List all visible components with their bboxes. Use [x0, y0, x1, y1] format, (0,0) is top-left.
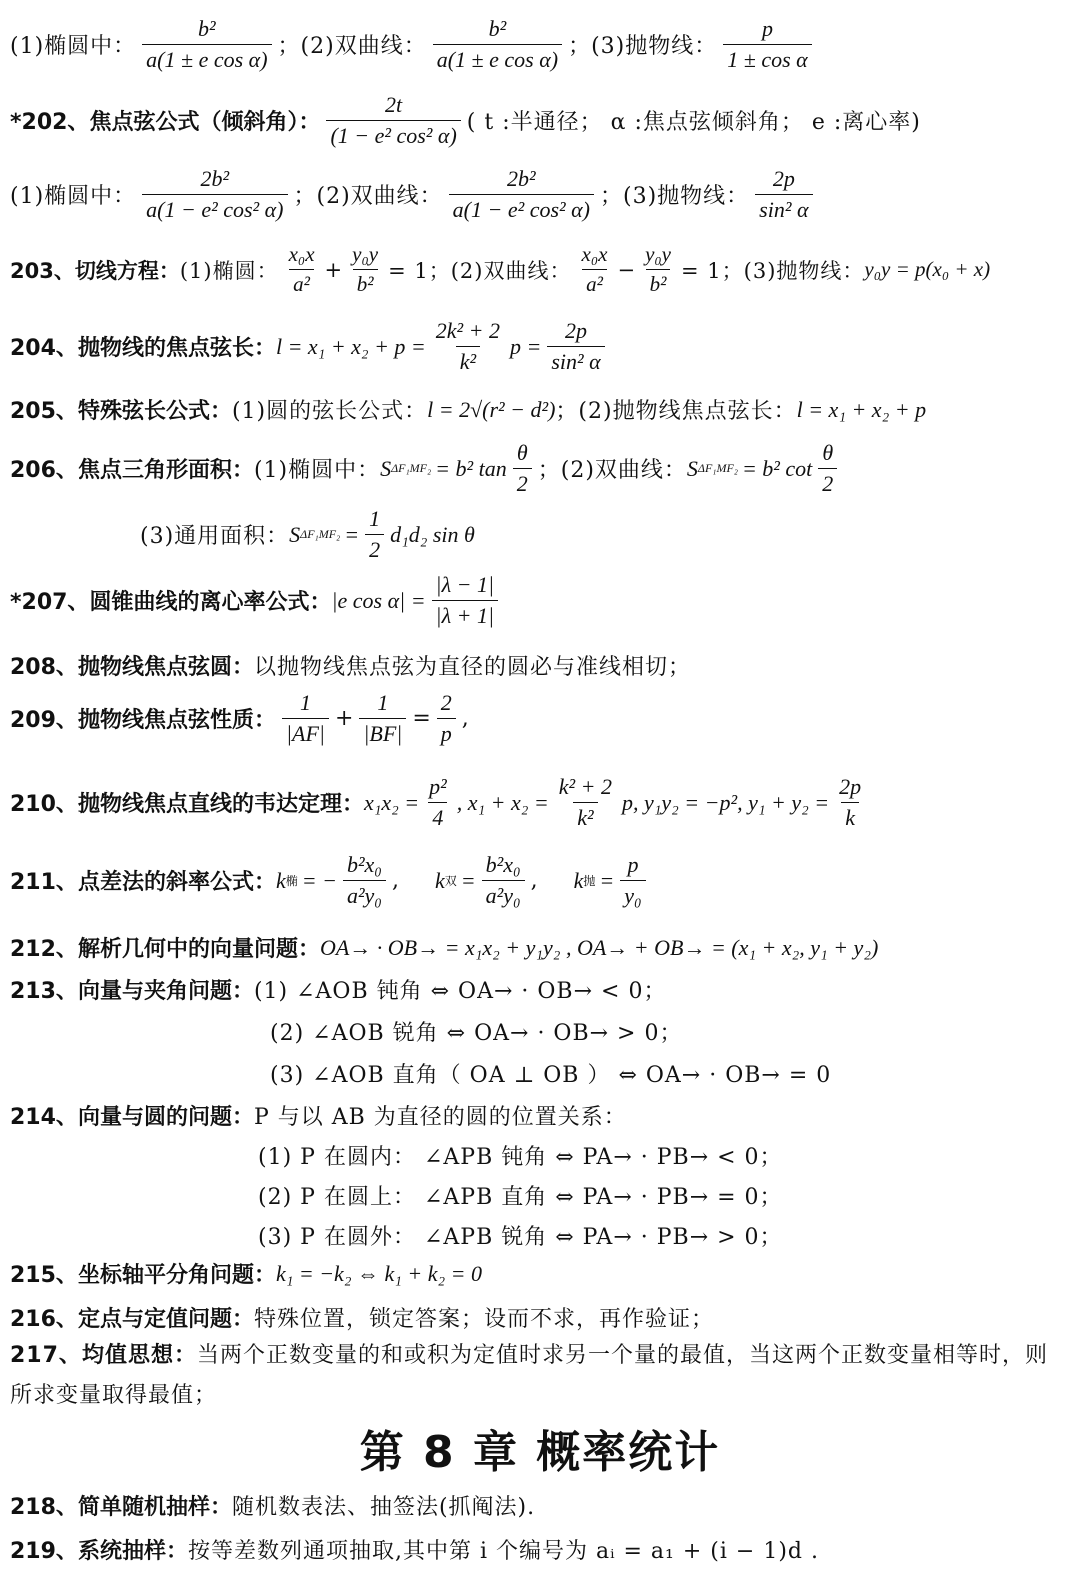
- item-heading: 抛物线焦点弦性质：: [77, 708, 276, 733]
- item-number: 217、: [10, 1343, 82, 1368]
- formula: = b² tan: [435, 455, 507, 481]
- item-number: 205、: [10, 399, 78, 424]
- item-217: [10, 1336, 1070, 1416]
- numerator: 2p: [839, 774, 862, 799]
- item-218: [10, 1490, 1074, 1521]
- fraction: [482, 852, 525, 909]
- case-acute: (2) ∠AOB 锐角 ⇔ OA→ · OB→ > 0；: [270, 1021, 683, 1046]
- item-215: [10, 1258, 1074, 1289]
- label-ellipse: (1)椭圆中：: [10, 34, 137, 59]
- item-text: 按等差数列通项抽取,其中第 i 个编号为 aᵢ = a₁ + (i − 1)d .: [187, 1539, 819, 1564]
- fraction-parabola: [755, 166, 812, 223]
- formula: y₀y = p(x₀ + x): [864, 257, 991, 281]
- punctuation: ,: [530, 868, 538, 893]
- item-heading: 特殊弦长公式：: [77, 399, 232, 424]
- item-heading: 简单随机抽样：: [77, 1495, 232, 1520]
- numerator: 2k² + 2: [435, 318, 500, 343]
- label: ；(2)抛物线焦点弦长：: [555, 399, 797, 424]
- item-number: 211、: [10, 870, 78, 895]
- label-general: (3)通用面积：: [140, 524, 290, 549]
- numerator: y₀y: [645, 242, 672, 266]
- denominator: a(1 − e² cos² α): [449, 194, 594, 223]
- item-208: [10, 650, 1074, 681]
- numerator: y₀y: [352, 242, 379, 266]
- label-parabola: ；(3)抛物线：: [600, 184, 750, 209]
- item-212: [10, 932, 1074, 963]
- item-heading: 解析几何中的向量问题：: [77, 937, 320, 962]
- label-parabola: ；(3)抛物线：: [568, 34, 718, 59]
- item-text: 当两个正数变量的和或积为定值时求另一个量的最值，当这两个正数变量相等时，则所求变量取得最值；: [10, 1343, 1048, 1408]
- item-203: [10, 242, 1074, 297]
- numerator: 2p: [565, 318, 588, 343]
- case-obtuse: (1) ∠AOB 钝角 ⇔ OA→ · OB→ < 0；: [253, 979, 667, 1004]
- item-heading: 均值思想：: [81, 1343, 197, 1368]
- case-inside: (1) P 在圆内： ∠APB 钝角 ⇔ PA→ · PB→ < 0；: [258, 1145, 783, 1170]
- item-text: 以抛物线焦点弦为直径的圆必与准线相切；: [253, 655, 691, 680]
- denominator: a²: [289, 269, 314, 297]
- formula: d₁d₂ sin θ: [390, 521, 475, 547]
- item-heading: 抛物线焦点直线的韦达定理：: [77, 792, 364, 817]
- numerator: x₀x: [581, 242, 608, 266]
- fraction: [285, 242, 319, 297]
- denominator: p: [437, 718, 456, 747]
- item-number: 212、: [10, 937, 78, 962]
- numerator: θ: [516, 440, 528, 465]
- slope-symbol: k: [275, 867, 286, 893]
- note: ( t :半通径； α :焦点弦倾斜角； e :离心率): [466, 110, 921, 135]
- label-hyperbola: ；(2)双曲线：: [537, 458, 687, 483]
- numerator: 1: [299, 690, 311, 715]
- punctuation: ,: [461, 706, 469, 731]
- item-number: 213、: [10, 979, 78, 1004]
- numerator: 1: [369, 506, 381, 531]
- formula: l = 2√(r² − d²): [427, 396, 556, 422]
- label-ellipse: (1)椭圆：: [179, 258, 279, 283]
- fraction: [620, 852, 645, 909]
- formula: =: [460, 867, 476, 893]
- item-heading: 坐标轴平分角问题：: [77, 1263, 276, 1288]
- item-202: [10, 92, 1074, 149]
- item-heading: 切线方程：: [74, 258, 180, 283]
- item-number: 203、: [10, 258, 75, 283]
- denominator: |AF|: [282, 718, 329, 747]
- item-number: 206、: [10, 458, 78, 483]
- item-number: 204、: [10, 336, 78, 361]
- fraction-hyperbola: [449, 166, 594, 223]
- item-213: [10, 974, 1074, 1005]
- denominator: sin² α: [547, 346, 604, 375]
- label-hyperbola: = 1；(2)双曲线：: [388, 258, 572, 283]
- formula: =: [599, 867, 615, 893]
- formula: l = x₁ + x₂ + p =: [275, 333, 426, 359]
- fraction: [425, 774, 451, 831]
- fraction: [835, 774, 865, 831]
- formula: = −: [301, 867, 337, 893]
- item-206-general-area: [140, 506, 1074, 563]
- item-214-case-3: [258, 1220, 1074, 1251]
- item-number: 216、: [10, 1307, 78, 1332]
- item-207: [10, 572, 1074, 629]
- item-206: [10, 440, 1074, 497]
- numerator: |λ − 1|: [435, 572, 495, 597]
- operator: +: [324, 257, 343, 282]
- fraction: [282, 690, 329, 747]
- item-number: 218、: [10, 1495, 78, 1520]
- fraction: [348, 242, 382, 297]
- numerator: p: [761, 16, 773, 41]
- item-213-case-2: [270, 1016, 1074, 1047]
- case-outside: (3) P 在圆外： ∠APB 锐角 ⇔ PA→ · PB→ > 0；: [258, 1225, 783, 1250]
- item-heading: 定点与定值问题：: [77, 1307, 254, 1332]
- case-on: (2) P 在圆上： ∠APB 直角 ⇔ PA→ · PB→ = 0；: [258, 1185, 783, 1210]
- formula-line-202-cases: [10, 166, 1074, 223]
- denominator: a²y₀: [482, 880, 525, 909]
- denominator: |BF|: [359, 718, 406, 747]
- operator: −: [617, 257, 636, 282]
- numerator: 2t: [385, 92, 403, 117]
- fraction: [555, 774, 616, 831]
- subscript: ΔF₁MF₂: [391, 461, 432, 475]
- fraction-parabola: [723, 16, 811, 73]
- denominator: k²: [456, 346, 480, 375]
- fraction-hyperbola: [433, 16, 562, 73]
- formula: = b² cot: [741, 455, 813, 481]
- fraction: [432, 572, 498, 629]
- numerator: θ: [822, 440, 834, 465]
- item-number: 210、: [10, 792, 78, 817]
- denominator: y₀: [620, 880, 645, 909]
- item-219: [10, 1534, 1074, 1565]
- denominator: 4: [428, 802, 447, 831]
- numerator: b²: [198, 16, 216, 41]
- fraction: [578, 242, 612, 297]
- item-heading: 向量与圆的问题：: [77, 1105, 254, 1130]
- label-ellipse: (1)椭圆中：: [10, 184, 137, 209]
- denominator: 2: [818, 468, 837, 497]
- item-text: 特殊位置，锁定答案；设而不求，再作验证；: [253, 1307, 714, 1332]
- chapter-title: 第 8 章 概率统计: [359, 1427, 721, 1478]
- fraction: [365, 506, 384, 563]
- item-number: *207、: [10, 590, 90, 615]
- item-heading: 向量与夹角问题：: [77, 979, 254, 1004]
- numerator: 2: [440, 690, 452, 715]
- case-right: (3) ∠AOB 直角（ OA ⊥ OB ） ⇔ OA→ · OB→ = 0: [270, 1063, 832, 1088]
- label-parabola: = 1；(3)抛物线：: [681, 258, 865, 283]
- item-heading: 系统抽样：: [77, 1539, 188, 1564]
- label: (1)圆的弦长公式：: [231, 399, 428, 424]
- item-214-case-2: [258, 1180, 1074, 1211]
- fraction: [432, 318, 504, 375]
- item-heading: 抛物线的焦点弦长：: [77, 336, 276, 361]
- denominator: a(1 − e² cos² α): [142, 194, 287, 223]
- fraction: [641, 242, 675, 297]
- numerator: 2p: [772, 166, 795, 191]
- operator: +: [334, 706, 354, 731]
- numerator: k² + 2: [558, 774, 612, 799]
- label-ellipse: (1)椭圆中：: [253, 458, 381, 483]
- denominator: sin² α: [755, 194, 812, 223]
- label-hyperbola: ；(2)双曲线：: [277, 34, 427, 59]
- formula: p =: [510, 333, 542, 359]
- item-number: 209、: [10, 708, 78, 733]
- denominator: a²: [582, 269, 607, 297]
- item-number: 214、: [10, 1105, 78, 1130]
- subscript: 抛: [583, 874, 596, 888]
- denominator: 2: [365, 534, 384, 563]
- formula: =: [344, 521, 360, 547]
- fraction: [818, 440, 837, 497]
- denominator: b²: [646, 269, 671, 297]
- denominator: k²: [573, 802, 597, 831]
- formula: |e cos α| =: [331, 587, 426, 613]
- area-symbol: S: [289, 521, 301, 547]
- denominator: 2: [513, 468, 532, 497]
- fraction: [326, 92, 460, 149]
- item-214: [10, 1100, 1074, 1131]
- numerator: p: [627, 852, 639, 877]
- formula: , x₁ + x₂ =: [456, 789, 549, 815]
- item-number: 208、: [10, 655, 78, 680]
- numerator: b²x₀: [346, 852, 382, 877]
- item-213-case-3: [270, 1058, 1074, 1089]
- item-number: 215、: [10, 1263, 78, 1288]
- item-heading: 焦点三角形面积：: [77, 458, 254, 483]
- fraction: [437, 690, 456, 747]
- formula: l = x₁ + x₂ + p: [796, 396, 927, 422]
- fraction: [513, 440, 532, 497]
- denominator: a(1 ± e cos α): [142, 44, 271, 73]
- item-211: [10, 852, 1074, 909]
- item-number: *202、: [10, 110, 90, 135]
- item-text: P 与以 AB 为直径的圆的位置关系：: [253, 1105, 627, 1130]
- formula: OA→ · OB→ = x₁x₂ + y₁y₂ , OA→ + OB→ = (x₁ + x₂, y₁ + y₂): [319, 934, 879, 960]
- formula: k₁ = −k₂ ⇔ k₁ + k₂ = 0: [275, 1260, 482, 1286]
- fraction: [343, 852, 386, 909]
- fraction: [359, 690, 406, 747]
- operator: =: [412, 706, 431, 731]
- subscript: 椭: [285, 874, 298, 888]
- label-hyperbola: ；(2)双曲线：: [293, 184, 443, 209]
- numerator: p²: [429, 774, 447, 799]
- area-symbol: S: [380, 455, 392, 481]
- item-214-case-1: [258, 1140, 1074, 1171]
- denominator: |λ + 1|: [432, 600, 498, 629]
- slope-symbol: k: [434, 867, 445, 893]
- item-heading: 点差法的斜率公式：: [77, 870, 276, 895]
- item-number: 219、: [10, 1539, 78, 1564]
- numerator: 1: [377, 690, 389, 715]
- item-heading: 抛物线焦点弦圆：: [77, 655, 254, 680]
- fraction-ellipse: [142, 166, 287, 223]
- formula-line-201-cases: [10, 16, 1074, 73]
- numerator: b²: [488, 16, 507, 41]
- denominator: 1 ± cos α: [723, 44, 811, 73]
- denominator: (1 − e² cos² α): [326, 120, 460, 149]
- formula: p, y₁y₂ = −p², y₁ + y₂ =: [621, 789, 830, 815]
- item-text: 随机数表法、抽签法(抓阄法).: [231, 1495, 536, 1520]
- numerator: 2b²: [200, 166, 230, 191]
- subscript: 双: [444, 874, 457, 888]
- numerator: b²x₀: [485, 852, 521, 877]
- denominator: a(1 ± e cos α): [433, 44, 562, 73]
- fraction-ellipse: [142, 16, 271, 73]
- formula: x₁x₂ =: [363, 789, 420, 815]
- slope-symbol: k: [573, 867, 584, 893]
- denominator: a²y₀: [343, 880, 386, 909]
- item-216: [10, 1302, 1074, 1333]
- fraction: [547, 318, 604, 375]
- denominator: k: [841, 802, 859, 831]
- numerator: x₀x: [288, 242, 315, 266]
- subscript: ΔF₁MF₂: [697, 461, 738, 475]
- item-204: [10, 318, 1074, 375]
- punctuation: ,: [391, 868, 399, 893]
- subscript: ΔF₁MF₂: [300, 527, 341, 541]
- item-210: [10, 774, 1074, 831]
- item-heading: 圆锥曲线的离心率公式：: [89, 590, 332, 615]
- item-209: [10, 690, 1074, 747]
- denominator: b²: [353, 269, 378, 297]
- item-205: [10, 394, 1074, 425]
- area-symbol: S: [686, 455, 698, 481]
- item-heading: 焦点弦公式（倾斜角）：: [89, 110, 321, 135]
- numerator: 2b²: [507, 166, 536, 191]
